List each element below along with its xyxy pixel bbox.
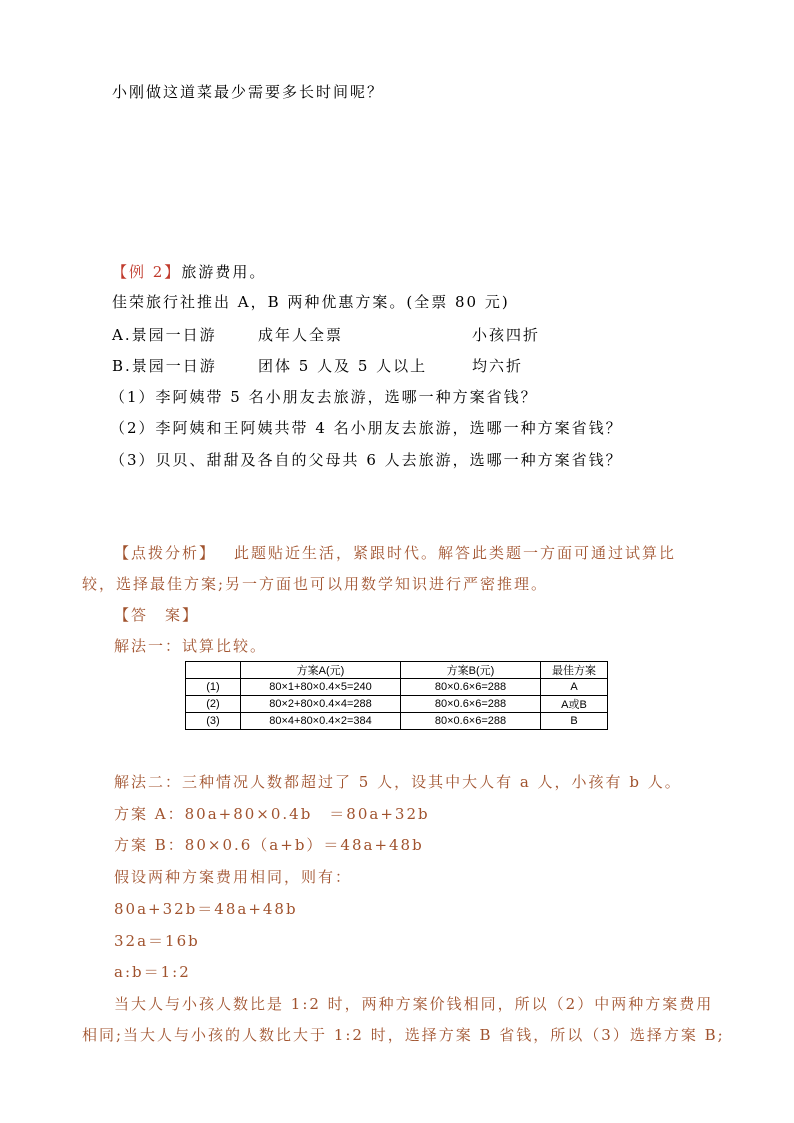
table-row: [186, 713, 608, 730]
table-cell: A: [541, 679, 608, 696]
question-3: （3）贝贝、甜甜及各自的父母共 6 人去旅游，选哪一种方案省钱？: [110, 451, 623, 469]
table-header-cell: [186, 662, 241, 679]
plan-b-target: 团体 5 人及 5 人以上: [258, 357, 428, 375]
table-header-cell: 最佳方案: [541, 662, 608, 679]
example-tag: 【例 2】: [112, 263, 182, 281]
solution-table: [185, 661, 608, 730]
analysis-tag: 【点拨分析】: [114, 544, 217, 562]
plan-a-label: A.景园一日游: [112, 326, 217, 344]
question-1: （1）李阿姨带 5 名小朋友去旅游，选哪一种方案省钱？: [110, 388, 538, 406]
plan-b-label: B.景园一日游: [112, 357, 217, 375]
table-cell: (2): [186, 696, 241, 713]
table-header-row: [186, 662, 608, 679]
analysis-text2: 较，选择最佳方案;另一方面也可以用数学知识进行严密推理。: [82, 575, 549, 593]
method1-heading: 解法一：试算比较。: [114, 637, 268, 655]
conclusion-line1: 当大人与小孩人数比是 1:2 时，两种方案价钱相同，所以（2）中两种方案费用: [114, 995, 714, 1013]
plan-a-equation: 方案 A：80a+80×0.4b ＝80a+32b: [114, 805, 430, 823]
table-cell: B: [541, 713, 608, 730]
table-cell: 80×1+80×0.4×5=240: [241, 679, 401, 696]
method2-text: 解法二：三种情况人数都超过了 5 人，设其中大人有 a 人，小孩有 b 人。: [114, 773, 682, 791]
answer-tag: 【答 案】: [114, 606, 200, 624]
table-header-cell: 方案A(元): [241, 662, 401, 679]
table-cell: 80×0.6×6=288: [401, 679, 541, 696]
intro-question: 小刚做这道菜最少需要多长时间呢？: [112, 83, 385, 101]
plan-a-kids: 小孩四折: [472, 326, 541, 344]
plan-b-equation: 方案 B：80×0.6（a+b）＝48a+48b: [114, 836, 424, 854]
table-header-cell: 方案B(元): [401, 662, 541, 679]
conclusion-line2: 相同;当大人与小孩的人数比大于 1:2 时，选择方案 B 省钱，所以（3）选择方案 B;: [82, 1026, 725, 1044]
table-row: [186, 696, 608, 713]
example-line1: 佳荣旅行社推出 A，B 两种优惠方案。(全票 80 元): [112, 293, 510, 311]
plan-a-target: 成年人全票: [258, 326, 344, 344]
example-title: 旅游费用。: [181, 263, 267, 281]
equation-1: 80a+32b＝48a+48b: [114, 900, 298, 918]
analysis-text1: 此题贴近生活，紧跟时代。解答此类题一方面可通过试算比: [234, 544, 677, 562]
table-row: [186, 679, 608, 696]
table-cell: A或B: [541, 696, 608, 713]
example-heading: [112, 262, 266, 282]
table-cell: (1): [186, 679, 241, 696]
table-cell: 80×0.6×6=288: [401, 713, 541, 730]
assumption-text: 假设两种方案费用相同，则有：: [114, 868, 353, 886]
equation-3: a:b＝1:2: [114, 963, 191, 981]
table-cell: 80×0.6×6=288: [401, 696, 541, 713]
table-cell: 80×4+80×0.4×2=384: [241, 713, 401, 730]
plan-b-kids: 均六折: [472, 357, 524, 375]
equation-2: 32a＝16b: [114, 932, 200, 950]
table-cell: 80×2+80×0.4×4=288: [241, 696, 401, 713]
analysis-line1: [114, 543, 676, 563]
table-cell: (3): [186, 713, 241, 730]
question-2: （2）李阿姨和王阿姨共带 4 名小朋友去旅游，选哪一种方案省钱？: [110, 419, 623, 437]
